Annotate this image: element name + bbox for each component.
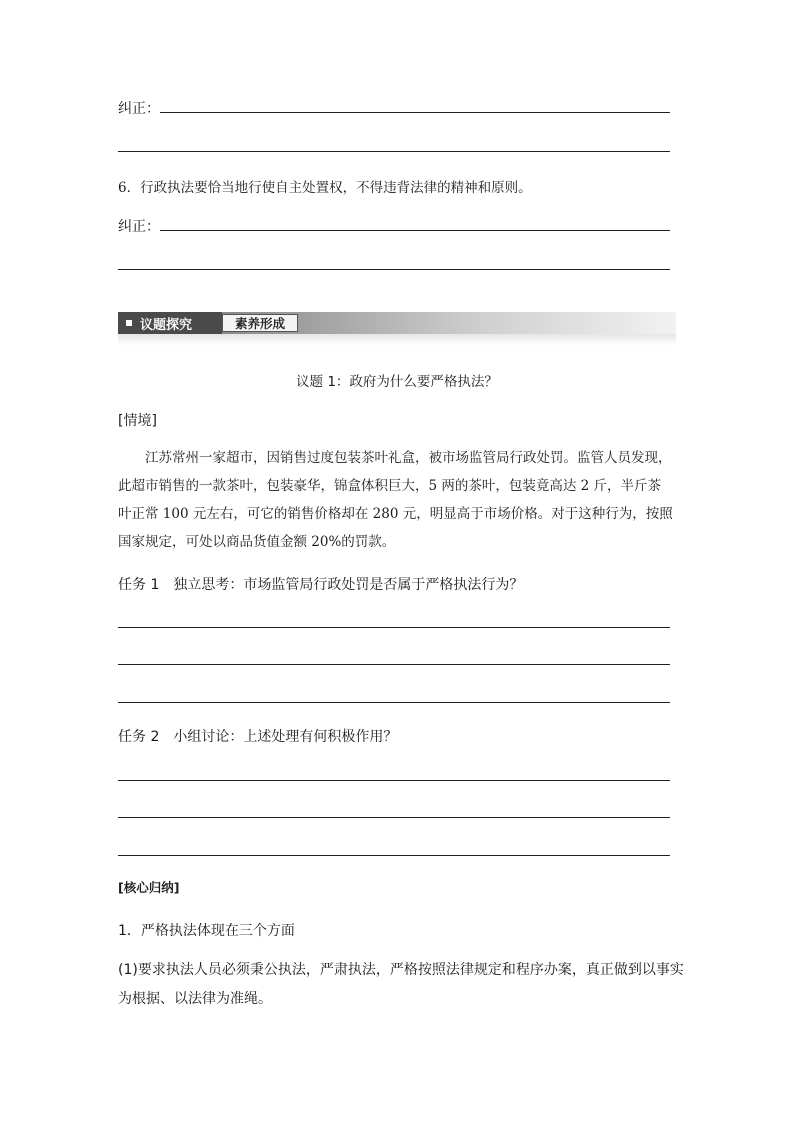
- core-summary-label: [核心归纳]: [118, 880, 180, 895]
- point-1-detail-line: 为根据、以法律为准绳。: [118, 991, 272, 1007]
- point-1-detail: [118, 956, 688, 1014]
- context-line: 国家规定，可处以商品货值金额 20%的罚款。: [118, 534, 396, 550]
- context-label: [情境]: [118, 413, 157, 429]
- answer-line[interactable]: [118, 855, 670, 856]
- section-banner: [118, 312, 676, 334]
- banner-main-tag: [118, 312, 222, 334]
- answer-line[interactable]: [118, 664, 670, 665]
- point-1-heading: 1．严格执法体现在三个方面: [118, 923, 295, 939]
- answer-line[interactable]: [118, 627, 670, 628]
- correction-label-1: 纠正：: [118, 101, 160, 117]
- answer-line[interactable]: [118, 702, 670, 703]
- correction-label-2: 纠正：: [118, 219, 160, 235]
- task-2-prompt: 任务 2 小组讨论：上述处理有何积极作用？: [118, 729, 398, 745]
- square-bullet-icon: [126, 320, 132, 326]
- answer-line[interactable]: [118, 817, 670, 818]
- item-6-text: 6．行政执法要恰当地行使自主处置权，不得违背法律的精神和原则。: [118, 180, 532, 196]
- answer-line[interactable]: [160, 230, 670, 231]
- answer-line[interactable]: [118, 780, 670, 781]
- topic-title: 议题 1：政府为什么要严格执法？: [296, 374, 498, 390]
- context-line: 江苏常州一家超市，因销售过度包装茶叶礼盒，被市场监管局行政处罚。监管人员发现，: [145, 450, 672, 466]
- context-line: 叶正常 100 元左右，可它的销售价格却在 280 元，明显高于市场价格。对于这种行为，按照: [118, 506, 673, 522]
- context-paragraph: [118, 444, 678, 556]
- task-1-prompt: 任务 1 独立思考：市场监管局行政处罚是否属于严格执法行为？: [118, 577, 524, 593]
- answer-line[interactable]: [118, 151, 670, 152]
- answer-line[interactable]: [118, 269, 670, 270]
- banner-main-label: 议题探究: [140, 317, 193, 333]
- point-1-detail-line: (1)要求执法人员必须秉公执法，严肃执法，严格按照法律规定和程序办案，真正做到以事实: [118, 962, 684, 978]
- banner-sub-tag: 素养形成: [222, 314, 298, 332]
- answer-line[interactable]: [160, 112, 670, 113]
- context-line: 此超市销售的一款茶叶，包装豪华，锦盒体积巨大，5 两的茶叶，包装竟高达 2 斤，半斤茶: [118, 478, 662, 494]
- banner-shadow: [118, 334, 676, 346]
